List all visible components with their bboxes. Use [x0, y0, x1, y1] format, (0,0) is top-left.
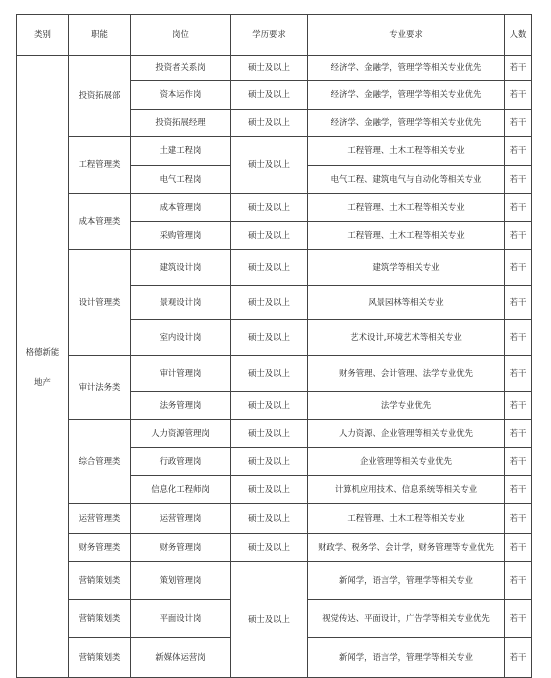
position-cell: 平面设计岗 [131, 600, 231, 638]
education-cell: 硕士及以上 [231, 420, 308, 448]
major-cell: 电气工程、建筑电气与自动化等相关专业 [308, 166, 505, 194]
count-cell: 若干 [505, 320, 532, 356]
position-cell: 室内设计岗 [131, 320, 231, 356]
count-cell: 若干 [505, 137, 532, 166]
education-cell: 硕士及以上 [231, 81, 308, 110]
function-cell: 运营管理类 [69, 504, 131, 534]
table-row [17, 420, 532, 448]
education-cell: 硕士及以上 [231, 250, 308, 286]
major-cell: 视觉传达、平面设计，广告学等相关专业优先 [308, 600, 505, 638]
education-cell: 硕士及以上 [231, 504, 308, 534]
count-cell: 若干 [505, 166, 532, 194]
position-cell: 电气工程岗 [131, 166, 231, 194]
major-cell: 新闻学，语言学，管理学等相关专业 [308, 638, 505, 678]
table-row [17, 137, 532, 166]
major-cell: 建筑学等相关专业 [308, 250, 505, 286]
count-cell: 若干 [505, 356, 532, 392]
count-cell: 若干 [505, 638, 532, 678]
header-count: 人数 [505, 15, 532, 56]
category-cell [17, 56, 69, 678]
table-row [17, 250, 532, 286]
header-position: 岗位 [131, 15, 231, 56]
function-cell: 综合管理类 [69, 420, 131, 504]
recruitment-table [16, 14, 532, 678]
education-cell: 硕士及以上 [231, 534, 308, 562]
education-cell: 硕士及以上 [231, 476, 308, 504]
education-cell: 硕士及以上 [231, 222, 308, 250]
major-cell: 工程管理、土木工程等相关专业 [308, 222, 505, 250]
count-cell: 若干 [505, 222, 532, 250]
table-row [17, 504, 532, 534]
major-cell: 风景园林等相关专业 [308, 286, 505, 320]
function-cell: 营销策划类 [69, 638, 131, 678]
position-cell: 法务管理岗 [131, 392, 231, 420]
major-cell: 财政学、税务学、会计学，财务管理等专业优先 [308, 534, 505, 562]
count-cell: 若干 [505, 250, 532, 286]
table-row [17, 534, 532, 562]
education-cell: 硕士及以上 [231, 286, 308, 320]
function-cell: 设计管理类 [69, 250, 131, 356]
major-cell: 工程管理、土木工程等相关专业 [308, 137, 505, 166]
count-cell: 若干 [505, 110, 532, 137]
education-cell: 硕士及以上 [231, 194, 308, 222]
position-cell: 人力资源管理岗 [131, 420, 231, 448]
education-cell: 硕士及以上 [231, 356, 308, 392]
header-education: 学历要求 [231, 15, 308, 56]
header-function: 职能 [69, 15, 131, 56]
position-cell: 资本运作岗 [131, 81, 231, 110]
major-cell: 新闻学，语言学，管理学等相关专业 [308, 562, 505, 600]
position-cell: 运营管理岗 [131, 504, 231, 534]
position-cell: 行政管理岗 [131, 448, 231, 476]
count-cell: 若干 [505, 534, 532, 562]
position-cell: 审计管理岗 [131, 356, 231, 392]
major-cell: 工程管理、土木工程等相关专业 [308, 194, 505, 222]
function-cell: 营销策划类 [69, 600, 131, 638]
education-cell: 硕士及以上 [231, 110, 308, 137]
table-row [17, 562, 532, 600]
count-cell: 若干 [505, 504, 532, 534]
function-cell: 工程管理类 [69, 137, 131, 194]
education-cell: 硕士及以上 [231, 562, 308, 678]
major-cell: 人力资源、企业管理等相关专业优先 [308, 420, 505, 448]
table-row [17, 356, 532, 392]
position-cell: 土建工程岗 [131, 137, 231, 166]
major-cell: 计算机应用技术、信息系统等相关专业 [308, 476, 505, 504]
category-line-1: 格德新能 [25, 346, 60, 357]
count-cell: 若干 [505, 194, 532, 222]
major-cell: 艺术设计,环境艺术等相关专业 [308, 320, 505, 356]
count-cell: 若干 [505, 56, 532, 81]
count-cell: 若干 [505, 392, 532, 420]
count-cell: 若干 [505, 476, 532, 504]
position-cell: 策划管理岗 [131, 562, 231, 600]
education-cell: 硕士及以上 [231, 448, 308, 476]
major-cell: 经济学、金融学，管理学等相关专业优先 [308, 81, 505, 110]
education-cell: 硕士及以上 [231, 392, 308, 420]
count-cell: 若干 [505, 600, 532, 638]
position-cell: 投资者关系岗 [131, 56, 231, 81]
header-row [17, 15, 532, 56]
education-cell: 硕士及以上 [231, 56, 308, 81]
function-cell: 财务管理类 [69, 534, 131, 562]
count-cell: 若干 [505, 286, 532, 320]
function-cell: 投资拓展部 [69, 56, 131, 137]
table-row [17, 194, 532, 222]
table-row [17, 56, 532, 81]
position-cell: 信息化工程师岗 [131, 476, 231, 504]
major-cell: 财务管理、会计管理、法学专业优先 [308, 356, 505, 392]
count-cell: 若干 [505, 81, 532, 110]
function-cell: 成本管理类 [69, 194, 131, 250]
major-cell: 法学专业优先 [308, 392, 505, 420]
position-cell: 采购管理岗 [131, 222, 231, 250]
position-cell: 财务管理岗 [131, 534, 231, 562]
major-cell: 经济学、金融学，管理学等相关专业优先 [308, 110, 505, 137]
major-cell: 经济学、金融学，管理学等相关专业优先 [308, 56, 505, 81]
function-cell: 审计法务类 [69, 356, 131, 420]
major-cell: 工程管理、土木工程等相关专业 [308, 504, 505, 534]
position-cell: 成本管理岗 [131, 194, 231, 222]
header-category: 类别 [17, 15, 69, 56]
count-cell: 若干 [505, 448, 532, 476]
education-cell: 硕士及以上 [231, 137, 308, 194]
function-cell: 营销策划类 [69, 562, 131, 600]
position-cell: 投资拓展经理 [131, 110, 231, 137]
position-cell: 建筑设计岗 [131, 250, 231, 286]
position-cell: 新媒体运营岗 [131, 638, 231, 678]
count-cell: 若干 [505, 420, 532, 448]
header-major: 专业要求 [308, 15, 505, 56]
position-cell: 景观设计岗 [131, 286, 231, 320]
category-line-2: 地产 [34, 376, 51, 387]
major-cell: 企业管理等相关专业优先 [308, 448, 505, 476]
education-cell: 硕士及以上 [231, 320, 308, 356]
count-cell: 若干 [505, 562, 532, 600]
